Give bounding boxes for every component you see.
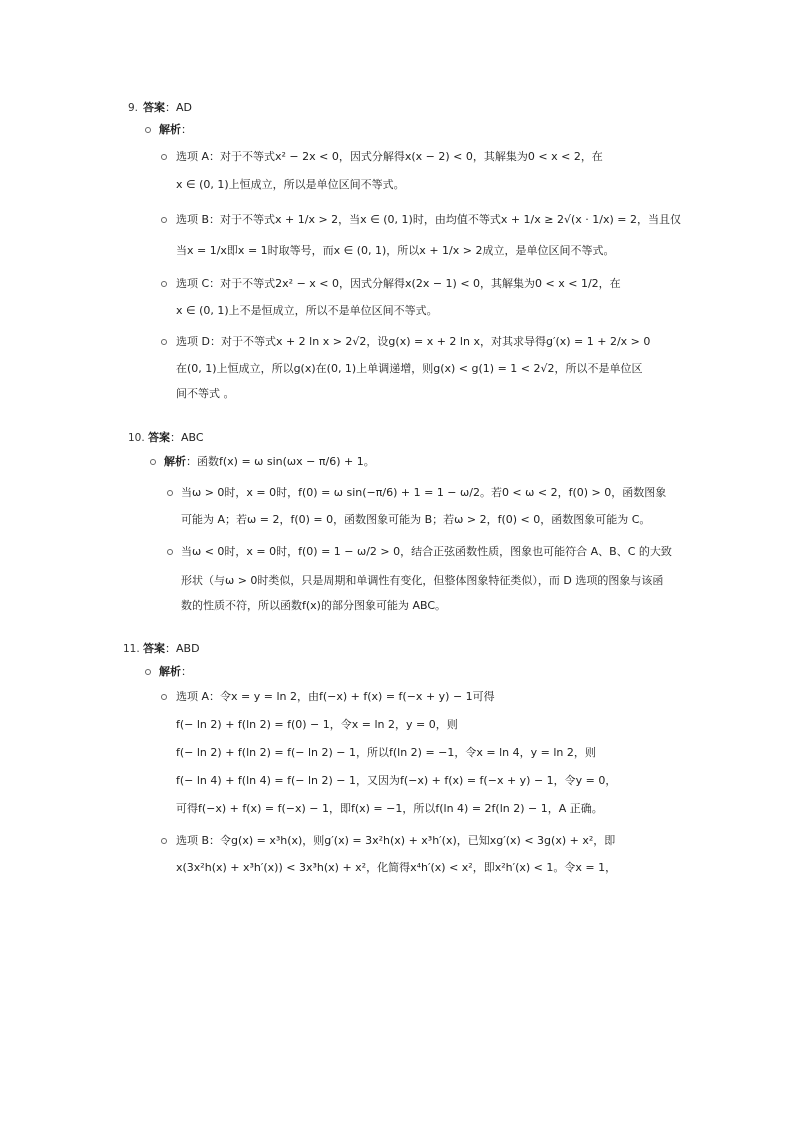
q10-item-1-line1: 当ω > 0时，x = 0时，f(0) = ω sin(−π/6) + 1 = 1 − ω/2。若0 < ω < 2，f(0) > 0，函数图象	[181, 486, 667, 499]
q9-answer	[143, 100, 192, 116]
q9-item-a-line2: x ∈ (0, 1)上恒成立，所以是单位区间不等式。	[176, 178, 405, 191]
q11-answer-label: 答案	[143, 642, 165, 655]
q11-item-a-line2: f(− ln 2) + f(ln 2) = f(0) − 1，令x = ln 2，y = 0，则	[176, 718, 458, 731]
q10-analysis-text: ：函数f(x) = ω sin(ωx − π/6) + 1。	[186, 455, 375, 468]
q10-answer-label: 答案	[148, 431, 170, 444]
q9-item-b-line1: 选项 B：对于不等式x + 1/x > 2，当x ∈ (0, 1)时，由均值不等式x + 1/x ≥ 2√(x · 1/x) = 2，当且仅	[176, 213, 681, 226]
q9-item-c-line2: x ∈ (0, 1)上不是恒成立，所以不是单位区间不等式。	[176, 304, 438, 317]
q10-item-2-line3: 数的性质不符，所以函数f(x)的部分图象可能为 ABC。	[181, 599, 447, 612]
q11-item-b-bullet	[161, 838, 167, 844]
q11-item-b-line2: x(3x²h(x) + x³h′(x)) < 3x³h(x) + x²，化简得x⁴h′(x) < x²，即x²h′(x) < 1。令x = 1，	[176, 861, 617, 874]
q10-item-1-bullet	[167, 490, 173, 496]
q9-item-a-line1: 选项 A：对于不等式x² − 2x < 0，因式分解得x(x − 2) < 0，其解集为0 < x < 2，在	[176, 150, 603, 163]
q11-answer	[143, 641, 200, 657]
q9-item-b-line2: 当x = 1/x即x = 1时取等号，而x ∈ (0, 1)，所以x + 1/x > 2成立，是单位区间不等式。	[176, 244, 615, 257]
q9-answer-value: ：AD	[165, 101, 192, 114]
q9-analysis-bullet	[145, 127, 151, 133]
q11-number: 11.	[123, 643, 140, 655]
q10-analysis	[164, 454, 375, 470]
q9-item-a-bullet	[161, 154, 167, 160]
q10-number: 10.	[128, 432, 145, 444]
q9-item-b-bullet	[161, 217, 167, 223]
q10-answer-value: ：ABC	[170, 431, 204, 444]
q10-analysis-bullet	[150, 459, 156, 465]
q9-item-d-bullet	[161, 339, 167, 345]
q11-item-a-line5: 可得f(−x) + f(x) = f(−x) − 1，即f(x) = −1，所以f(ln 4) = 2f(ln 2) − 1，A 正确。	[176, 802, 603, 815]
q10-item-2-line2: 形状（与ω > 0时类似，只是周期和单调性有变化，但整体图象特征类似），而 D 选项的图象与该函	[181, 574, 664, 587]
q9-analysis	[159, 122, 192, 138]
q9-item-d-line3: 间不等式 。	[176, 387, 235, 400]
q10-answer	[148, 430, 204, 446]
q9-item-d-line2: 在(0, 1)上恒成立，所以g(x)在(0, 1)上单调递增，则g(x) < g(1) = 1 < 2√2，所以不是单位区	[176, 362, 643, 375]
q11-analysis-bullet	[145, 669, 151, 675]
q11-analysis-label: 解析	[159, 665, 181, 678]
q9-item-c-line1: 选项 C：对于不等式2x² − x < 0，因式分解得x(2x − 1) < 0，其解集为0 < x < 1/2，在	[176, 277, 621, 290]
q9-item-d-line1: 选项 D：对于不等式x + 2 ln x > 2√2，设g(x) = x + 2 ln x，对其求导得g′(x) = 1 + 2/x > 0	[176, 335, 651, 348]
q10-item-2-line1: 当ω < 0时，x = 0时，f(0) = 1 − ω/2 > 0，结合正弦函数性质，图象也可能符合 A、B、C 的大致	[181, 545, 672, 558]
q11-answer-value: ：ABD	[165, 642, 200, 655]
q9-analysis-colon: ：	[181, 123, 192, 136]
q11-item-a-line4: f(− ln 4) + f(ln 4) = f(− ln 2) − 1，又因为f(−x) + f(x) = f(−x + y) − 1，令y = 0，	[176, 774, 617, 787]
q11-item-a-line3: f(− ln 2) + f(ln 2) = f(− ln 2) − 1，所以f(ln 2) = −1，令x = ln 4，y = ln 2，则	[176, 746, 596, 759]
q9-analysis-label: 解析	[159, 123, 181, 136]
q11-analysis	[159, 664, 192, 680]
q11-item-b-line1: 选项 B：令g(x) = x³h(x)，则g′(x) = 3x²h(x) + x³h′(x)，已知xg′(x) < 3g(x) + x²，即	[176, 834, 616, 847]
q9-answer-label: 答案	[143, 101, 165, 114]
q10-item-1-line2: 可能为 A；若ω = 2，f(0) = 0，函数图象可能为 B；若ω > 2，f(0) < 0，函数图象可能为 C。	[181, 513, 651, 526]
q11-analysis-colon: ：	[181, 665, 192, 678]
q10-item-2-bullet	[167, 549, 173, 555]
q11-item-a-bullet	[161, 694, 167, 700]
q9-number: 9.	[128, 102, 139, 114]
q11-item-a-line1: 选项 A：令x = y = ln 2，由f(−x) + f(x) = f(−x + y) − 1可得	[176, 690, 495, 703]
q9-item-c-bullet	[161, 281, 167, 287]
q10-analysis-label: 解析	[164, 455, 186, 468]
